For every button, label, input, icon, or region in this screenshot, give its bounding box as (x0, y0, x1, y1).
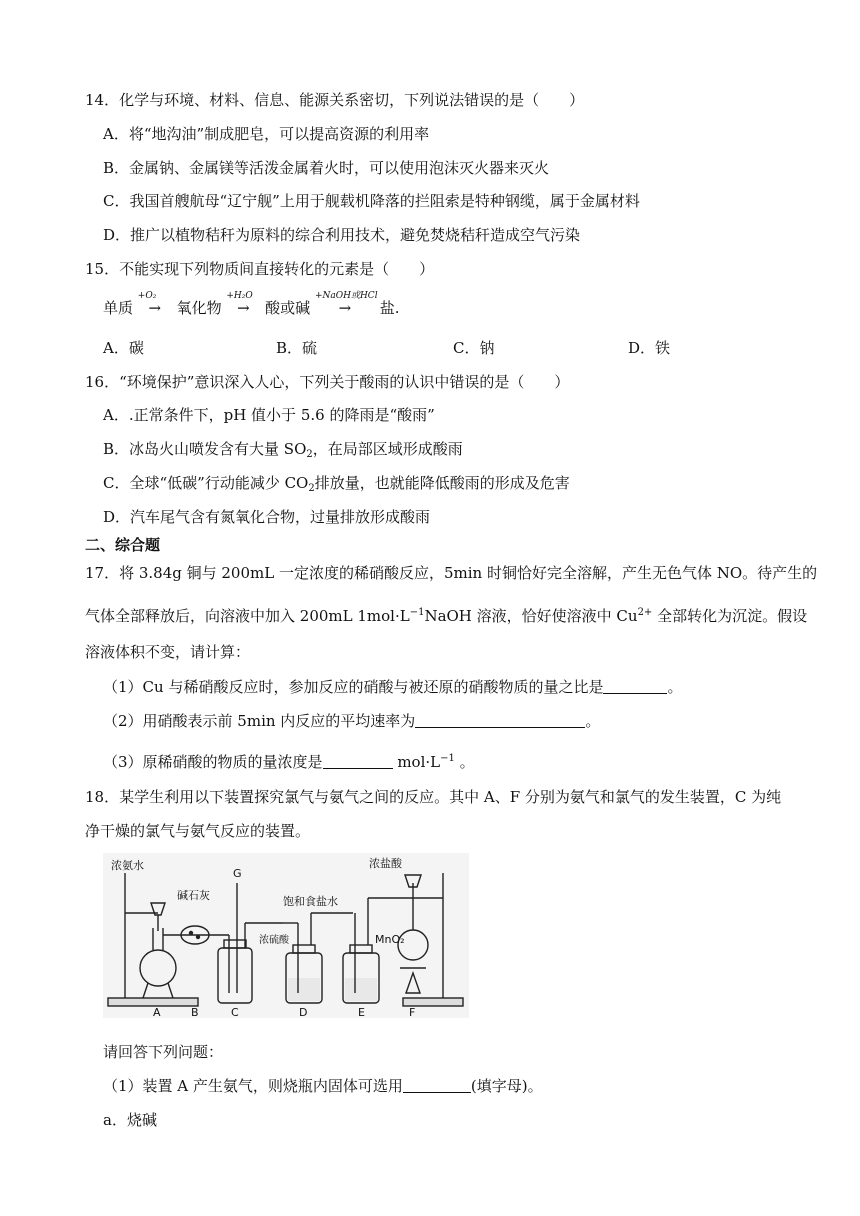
q14-stem: 14．化学与环境、材料、信息、能源关系密切，下列说法错误的是（ ） (85, 91, 585, 109)
answer-blank[interactable] (603, 679, 667, 694)
q18-line1: 18．某学生利用以下装置探究氯气与氨气之间的反应。其中 A、F 分别为氨气和氯气的发生装置，C 为纯 (85, 788, 782, 806)
answer-blank[interactable] (403, 1078, 471, 1093)
q17-line1: 17．将 3.84g 铜与 200mL 一定浓度的稀硝酸反应，5min 时铜恰好完全溶解，产生无色气体 NO。待产生的 (85, 564, 818, 582)
answer-blank[interactable] (323, 754, 393, 769)
svg-text:B: B (191, 1006, 199, 1018)
chain-salt: 盐. (379, 299, 400, 317)
q18-prompt: 请回答下列问题： (103, 1043, 224, 1061)
svg-text:MnO₂: MnO₂ (375, 933, 405, 946)
arrow-naoh-hcl: +NaOH或HCl → (314, 291, 378, 317)
q16-option-b: B．冰岛火山喷发含有大量 $SO_2$，在局部区域形成酸雨 (103, 440, 463, 460)
q16-option-a: A．.正常条件下，pH 值小于 5.6 的降雨是“酸雨” (103, 406, 435, 424)
q14-option-a: A．将“地沟油”制成肥皂，可以提高资源的利用率 (103, 125, 430, 143)
q15-option-a: A．碳 (103, 339, 144, 357)
svg-text:饱和食盐水: 饱和食盐水 (283, 895, 338, 908)
svg-text:C: C (231, 1006, 239, 1018)
q17-part3: （3）原稀硝酸的物质的量浓度是 $mol\cdot L^{-1}$ 。 (103, 753, 475, 771)
q17-line3: 溶液体积不变，请计算： (85, 643, 251, 661)
apparatus-f (369, 856, 463, 1018)
svg-text:A: A (153, 1006, 161, 1018)
q15-stem: 15．不能实现下列物质间直接转化的元素是（ ） (85, 260, 435, 278)
svg-text:浓硫酸: 浓硫酸 (259, 935, 289, 946)
q17-part2: （2）用硝酸表示前 5min 内反应的平均速率为 。 (103, 712, 601, 730)
arrow-h2o: +H₂O → (226, 291, 253, 317)
chain-acid-or-base: 酸或碱 (265, 299, 311, 317)
arrow-o2: +O₂ → (137, 291, 162, 317)
svg-text:F: F (409, 1006, 416, 1018)
svg-text:D: D (299, 1006, 308, 1018)
q16-option-c: C．全球“低碳”行动能减少 $CO_2$排放量，也就能降低酸雨的形成及危害 (103, 474, 570, 494)
q17-line2: 气体全部释放后，向溶液中加入 200mL $1mol\cdot L^{-1}NaOH$ 溶液，恰好使溶液中 $Cu^{2+}$ 全部转化为沉淀。假设 (85, 607, 808, 625)
svg-text:浓氨水: 浓氨水 (111, 859, 144, 872)
apparatus-a (108, 858, 198, 1018)
chain-oxide: 氧化物 (176, 299, 222, 317)
q14-option-c: C．我国首艘航母“辽宁舰”上用于舰载机降落的拦阻索是特种钢缆，属于金属材料 (103, 192, 640, 210)
q15-conversion-chain (103, 291, 400, 318)
apparatus-figure (103, 853, 469, 1018)
answer-blank[interactable] (415, 713, 585, 728)
section-heading: 二、综合题 (85, 536, 161, 554)
q16-stem: 16．“环境保护”意识深入人心，下列关于酸雨的认识中错误的是（ ） (85, 373, 570, 391)
q18-part1: （1）装置 A 产生氨气，则烧瓶内固体可选用 (填字母)。 (103, 1077, 543, 1095)
q15-option-b: B．硫 (276, 339, 318, 357)
q18-line2: 净干燥的氯气与氨气反应的装置。 (85, 822, 311, 840)
q17-part1: （1）Cu 与稀硝酸反应时，参加反应的硝酸与被还原的硝酸物质的量之比是 。 (103, 678, 683, 696)
chain-simple-substance: 单质 (103, 299, 134, 317)
svg-text:G: G (233, 867, 242, 880)
q15-option-c: C．钠 (453, 339, 495, 357)
q14-option-b: B．金属钠、金属镁等活泼金属着火时，可以使用泡沫灭火器来灭火 (103, 159, 550, 177)
svg-text:碱石灰: 碱石灰 (177, 889, 210, 902)
q18-option-a: a．烧碱 (103, 1111, 157, 1129)
q15-option-d: D．铁 (628, 339, 671, 357)
q14-option-d: D．推广以植物秸秆为原料的综合利用技术，避免焚烧秸秆造成空气污染 (103, 226, 581, 244)
apparatus-d (259, 913, 353, 1018)
svg-text:浓盐酸: 浓盐酸 (369, 857, 402, 870)
svg-text:E: E (358, 1006, 365, 1018)
q16-option-d: D．汽车尾气含有氮氧化合物，过量排放形成酸雨 (103, 508, 431, 526)
